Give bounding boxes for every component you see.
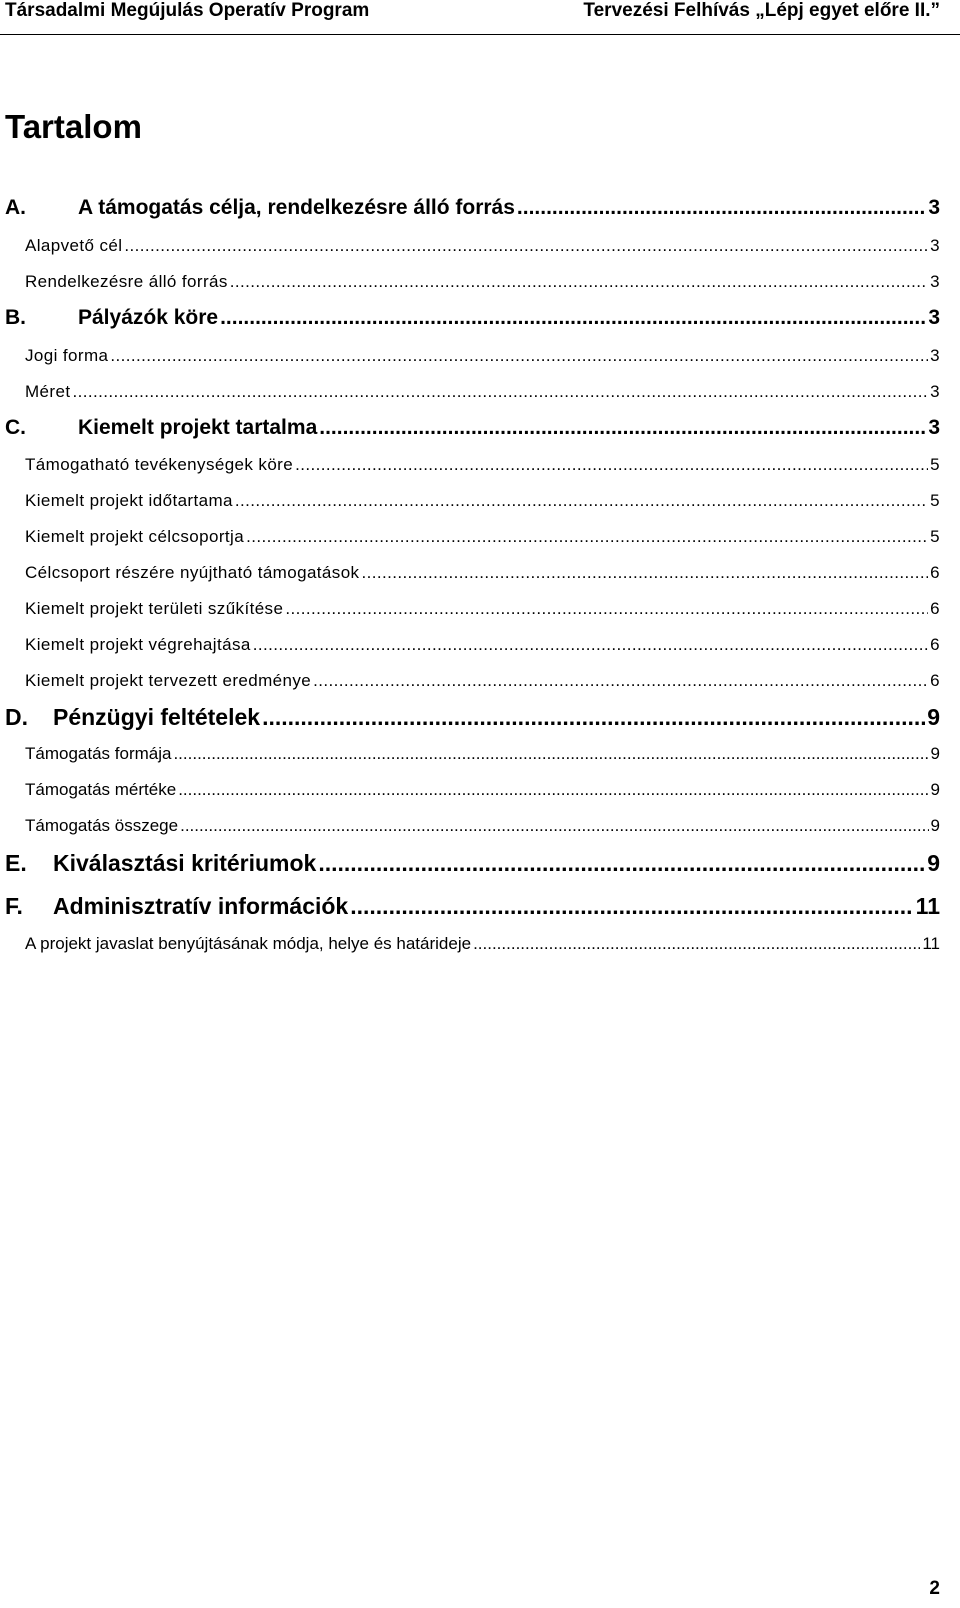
header-call-title: Tervezési Felhívás „Lépj egyet előre II.” — [583, 0, 940, 21]
toc-entry-page: 5 — [930, 491, 940, 510]
toc-entry-page: 3 — [930, 346, 940, 365]
toc-entry-page: 3 — [928, 416, 940, 439]
toc-entry-page: 11 — [922, 934, 940, 953]
toc-entry-page: 3 — [928, 306, 940, 329]
toc-entry-text: Kiemelt projekt területi szűkítése — [25, 599, 284, 618]
toc-entry-page: 6 — [930, 599, 940, 618]
toc-entry-text: Kiemelt projekt tervezett eredménye — [25, 671, 312, 690]
toc-entry[interactable] — [25, 455, 940, 475]
toc-dot-leader — [110, 346, 928, 366]
toc-entry[interactable] — [25, 599, 940, 619]
toc-entry-page: 9 — [930, 816, 940, 835]
toc-dot-leader — [318, 850, 925, 877]
toc-entry-text: Kiválasztási kritériumok — [53, 850, 317, 876]
toc-entry-text: Kiemelt projekt tartalma — [78, 416, 318, 439]
toc-entry-page: 5 — [930, 455, 940, 474]
toc-entry-number: A. — [5, 196, 26, 219]
toc-entry[interactable] — [25, 563, 940, 583]
toc-entry-page: 5 — [930, 527, 940, 546]
toc-dot-leader — [173, 744, 928, 764]
toc-entry-page: 9 — [927, 704, 940, 730]
toc-dot-leader — [361, 563, 928, 583]
toc-entry-text: Jogi forma — [25, 346, 109, 365]
toc-entry[interactable] — [25, 816, 940, 836]
toc-entry-text: Támogatás formája — [25, 744, 172, 763]
toc-entry-b[interactable] — [5, 306, 940, 330]
toc-entry-c[interactable] — [5, 416, 940, 440]
toc-entry[interactable] — [25, 671, 940, 691]
toc-entry-page: 3 — [930, 272, 940, 291]
toc-entry-number: E. — [5, 850, 27, 876]
toc-entry-page: 9 — [927, 850, 940, 876]
toc-entry[interactable] — [25, 934, 940, 954]
toc-dot-leader — [262, 704, 925, 731]
toc-entry-page: 9 — [930, 780, 940, 799]
toc-dot-leader — [319, 416, 926, 440]
toc-entry-number: B. — [5, 306, 26, 329]
toc-entry-number: F. — [5, 893, 23, 919]
toc-entry-number: C. — [5, 416, 26, 439]
toc-entry-text: Alapvető cél — [25, 236, 123, 255]
toc-dot-leader — [124, 236, 928, 256]
toc-dot-leader — [295, 455, 928, 475]
toc-dot-leader — [517, 196, 926, 220]
toc-entry[interactable] — [25, 635, 940, 655]
toc-entry[interactable] — [25, 780, 940, 800]
toc-dot-leader — [285, 599, 928, 619]
toc-entry[interactable] — [25, 346, 940, 366]
toc-entry-text: Adminisztratív információk — [53, 893, 349, 919]
toc-entry-f[interactable] — [5, 893, 940, 920]
toc-entry-text: Rendelkezésre álló forrás — [25, 272, 228, 291]
toc-dot-leader — [246, 527, 928, 547]
toc-title: Tartalom — [5, 108, 142, 145]
page-header — [0, 0, 960, 35]
toc-entry-page: 9 — [930, 744, 940, 763]
toc-dot-leader — [180, 816, 928, 836]
toc-entry-a[interactable] — [5, 196, 940, 220]
toc-entry-page: 3 — [930, 382, 940, 401]
toc-dot-leader — [350, 893, 913, 920]
toc-entry-text: Kiemelt projekt végrehajtása — [25, 635, 251, 654]
toc-entry-page: 6 — [930, 671, 940, 690]
toc-entry-text: Kiemelt projekt időtartama — [25, 491, 233, 510]
page-number: 2 — [929, 1578, 940, 1599]
header-program-title: Társadalmi Megújulás Operatív Program — [5, 0, 370, 21]
toc-dot-leader — [313, 671, 928, 691]
toc-entry-text: Támogatás mértéke — [25, 780, 177, 799]
toc-entry-text: Támogatás összege — [25, 816, 179, 835]
toc-entry-d[interactable] — [5, 704, 940, 731]
toc-entry-page: 3 — [928, 196, 940, 219]
toc-entry-page: 11 — [915, 893, 940, 919]
toc-entry[interactable] — [25, 272, 940, 292]
toc-entry-text: Méret — [25, 382, 71, 401]
toc-entry[interactable] — [25, 491, 940, 511]
toc-dot-leader — [230, 272, 928, 292]
toc-entry-text: Támogatható tevékenységek köre — [25, 455, 294, 474]
toc-entry-text: Célcsoport részére nyújtható támogatások — [25, 563, 360, 582]
toc-entry[interactable] — [25, 236, 940, 256]
toc-entry-text: A támogatás célja, rendelkezésre álló forrás — [78, 196, 515, 219]
toc-dot-leader — [72, 382, 928, 402]
toc-entry[interactable] — [25, 382, 940, 402]
toc-entry[interactable] — [25, 527, 940, 547]
toc-entry-number: D. — [5, 704, 28, 730]
toc-dot-leader — [473, 934, 920, 954]
toc-entry-text: Kiemelt projekt célcsoportja — [25, 527, 245, 546]
toc-entry-e[interactable] — [5, 850, 940, 877]
toc-dot-leader — [235, 491, 928, 511]
toc-dot-leader — [253, 635, 928, 655]
toc-entry[interactable] — [25, 744, 940, 764]
toc-entry-page: 6 — [930, 563, 940, 582]
toc-entry-text: A projekt javaslat benyújtásának módja, helye és határideje — [25, 934, 472, 953]
toc-entry-text: Pályázók köre — [78, 306, 219, 329]
toc-entry-page: 6 — [930, 635, 940, 654]
toc-entry-page: 3 — [930, 236, 940, 255]
toc-dot-leader — [220, 306, 926, 330]
toc-dot-leader — [178, 780, 928, 800]
toc-entry-text: Pénzügyi feltételek — [53, 704, 261, 730]
